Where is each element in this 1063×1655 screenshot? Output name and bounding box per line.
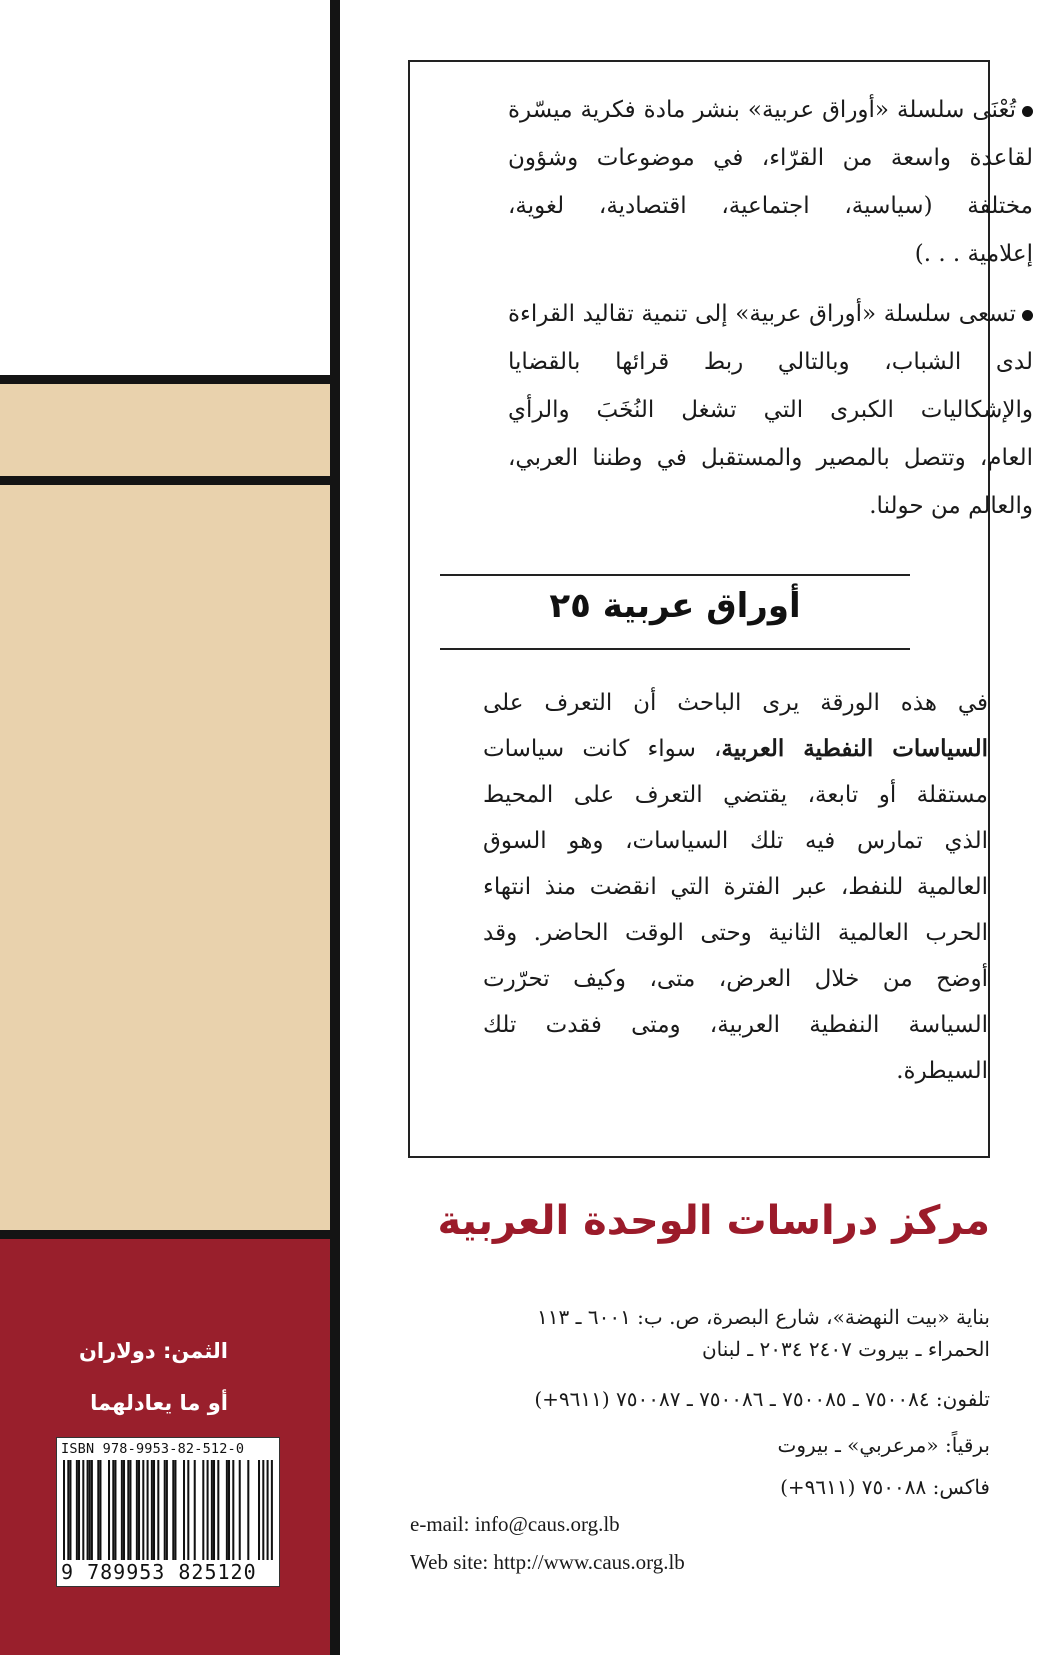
left-black-stripe (0, 476, 330, 485)
barcode-bar (114, 1460, 116, 1560)
bullet-icon (1022, 106, 1033, 117)
barcode-bar (63, 1460, 65, 1560)
abstract-line: العالمية للنفط، عبر الفترة التي انقضت منذ انتهاء (483, 874, 988, 900)
barcode-bar (91, 1460, 93, 1560)
barcode-bar (174, 1460, 176, 1560)
isbn-label: ISBN 978-9953-82-512-0 (61, 1441, 245, 1457)
barcode-bar (194, 1460, 196, 1560)
text-line: مختلفة (سياسية، اجتماعية، اقتصادية، لغوية، (508, 193, 1033, 219)
left-white-panel (0, 0, 330, 375)
divider-rule (440, 648, 910, 650)
barcode-bar (217, 1460, 219, 1560)
fax-line: فاكس: ٧٥٠٠٨٨ (٩٦١١+) (780, 1475, 990, 1499)
barcode-bar (157, 1460, 159, 1560)
address-line: الحمراء ـ بيروت ٢٤٠٧ ٢٠٣٤ ـ لبنان (701, 1337, 990, 1361)
barcode-bar (267, 1460, 269, 1560)
abstract-line: أوضح من خلال العرض، متى، وكيف تحرّرت (483, 966, 988, 992)
barcode-bar (239, 1460, 241, 1560)
abstract-line: مستقلة أو تابعة، يقتضي التعرف على المحيط (483, 782, 988, 808)
barcode-bar (226, 1460, 228, 1560)
barcode-bar (138, 1460, 140, 1560)
barcode-bar (247, 1460, 249, 1560)
barcode-bar (166, 1460, 168, 1560)
intro-paragraph-2 (508, 290, 1033, 530)
abstract-line: السياسات النفطية العربية، سواء كانت سياسات (483, 735, 989, 762)
left-tan-panel (0, 485, 330, 1230)
barcode-bar (213, 1460, 215, 1560)
text-line: تسعى سلسلة «أوراق عربية» إلى تنمية تقاليد القراءة (508, 290, 1033, 338)
barcode-bar (99, 1460, 101, 1560)
barcode-bar (271, 1460, 273, 1560)
intro-paragraph-1 (508, 86, 1033, 278)
barcode-bar (262, 1460, 264, 1560)
text-line: والعالم من حولنا. (869, 493, 1033, 519)
price-equivalent-line: أو ما يعادلهما (90, 1391, 228, 1415)
barcode-bar (183, 1460, 185, 1560)
barcode-bar (187, 1460, 189, 1560)
barcode-bar (89, 1460, 91, 1560)
text-line: والإشكاليات الكبرى التي تشغل النُخَبَ والرأي (508, 397, 1033, 423)
abstract-line: السياسة النفطية العربية، ومتى فقدت تلك (483, 1012, 988, 1038)
barcode-bar (108, 1460, 110, 1560)
barcode-bar (123, 1460, 125, 1560)
barcode-bar (232, 1460, 234, 1560)
left-tan-band (0, 384, 330, 476)
address-line: بناية «بيت النهضة»، شارع البصرة، ص. ب: ٦٠٠١ ـ ١١٣ (537, 1305, 990, 1329)
barcode-bar (82, 1460, 84, 1560)
vertical-black-bar (330, 0, 340, 1655)
bullet-icon (1022, 310, 1033, 321)
abstract-line: الحرب العالمية الثانية وحتى الوقت الحاضر. وقد (483, 920, 988, 946)
price-line: الثمن: دولاران (78, 1339, 228, 1363)
barcode-bar (76, 1460, 78, 1560)
barcode-bar (112, 1460, 114, 1560)
barcode-bar (67, 1460, 69, 1560)
barcode-bar (207, 1460, 209, 1560)
abstract-paragraph (483, 680, 988, 1094)
left-black-stripe (0, 1230, 330, 1239)
email-link[interactable]: e-mail: info@caus.org.lb (410, 1512, 620, 1536)
barcode-bar (258, 1460, 260, 1560)
barcode-bar (211, 1460, 213, 1560)
barcode-bar (202, 1460, 204, 1560)
divider-rule (440, 574, 910, 576)
barcode-bar (172, 1460, 174, 1560)
barcode-bar (129, 1460, 131, 1560)
barcode-bar (228, 1460, 230, 1560)
text-line: تُعْنَى سلسلة «أوراق عربية» بنشر مادة فكرية ميسّرة (508, 86, 1033, 134)
barcode-bar (69, 1460, 71, 1560)
text-line: لقاعدة واسعة من القرّاء، في موضوعات وشؤون (508, 145, 1033, 171)
abstract-line: السيطرة. (896, 1058, 988, 1084)
barcode-bar (78, 1460, 80, 1560)
barcode-bar (142, 1460, 144, 1560)
barcode-bar (121, 1460, 123, 1560)
barcode-digits: 9 789953 825120 (61, 1560, 257, 1584)
abstract-line: الذي تمارس فيه تلك السياسات، وهو السوق (483, 828, 988, 854)
price-block (58, 1325, 228, 1429)
text-line: العام، وتتصل بالمصير والمستقبل في وطننا العربي، (508, 445, 1033, 471)
text-line: إعلامية . . .) (914, 241, 1033, 267)
phone-line: تلفون: ٧٥٠٠٨٤ ـ ٧٥٠٠٨٥ ـ ٧٥٠٠٨٦ ـ ٧٥٠٠٨٧ (٩٦١١+) (534, 1387, 990, 1411)
publisher-name: مركز دراسات الوحدة العربية (437, 1198, 990, 1244)
barcode-bar (136, 1460, 138, 1560)
barcode-bar (127, 1460, 129, 1560)
text-line: لدى الشباب، وبالتالي ربط قرائها بالقضايا (508, 349, 1033, 375)
left-black-stripe (0, 375, 330, 384)
abstract-line: في هذه الورقة يرى الباحث أن التعرف على (483, 690, 988, 716)
barcode-bar (147, 1460, 149, 1560)
barcode-bar (97, 1460, 99, 1560)
barcode-bar (153, 1460, 155, 1560)
cable-line: برقياً: «مرعربي» ـ بيروت (777, 1433, 990, 1457)
barcode-bar (87, 1460, 89, 1560)
barcode-bar (164, 1460, 166, 1560)
series-title: أوراق عربية ٢٥ (549, 586, 801, 626)
barcode-bars (63, 1460, 273, 1560)
isbn-barcode (56, 1437, 280, 1587)
barcode-bar (151, 1460, 153, 1560)
website-link[interactable]: Web site: http://www.caus.org.lb (410, 1550, 685, 1574)
